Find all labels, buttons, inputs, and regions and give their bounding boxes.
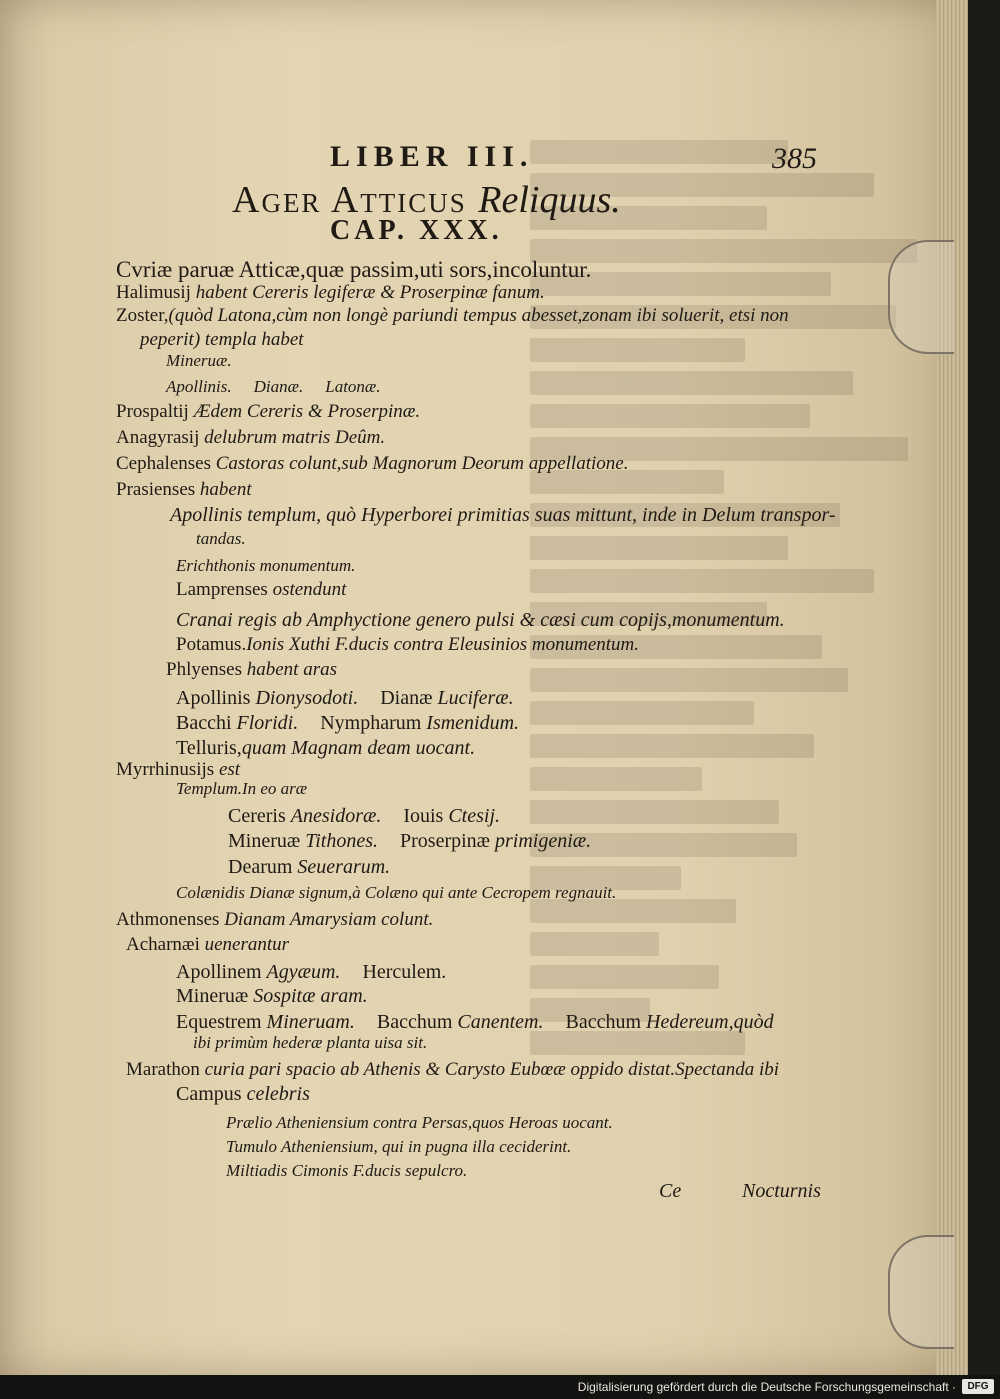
title-italic: Reliquus. xyxy=(478,179,621,221)
italic-text: Floridi. xyxy=(236,712,299,734)
text-line xyxy=(116,760,240,779)
italic-text: Colænidis Dianæ signum,à Colæno qui ante Cecropem regnauit. xyxy=(176,883,617,902)
italic-text: curia pari spacio ab Athenis & Carysto Eubœæ oppido distat.Spectanda ibi xyxy=(204,1059,780,1080)
roman-text: Mineruæ xyxy=(228,830,306,852)
italic-text: (quòd Latona,cùm non longè pariundi tempus abesset,zonam ibi soluerit, etsi non xyxy=(168,305,789,326)
italic-text: Agyæum. xyxy=(266,961,341,983)
text-line xyxy=(176,884,616,901)
italic-text: habent aras xyxy=(246,659,337,680)
text-line xyxy=(116,454,628,473)
roman-text: Herculem. xyxy=(362,961,447,983)
text-line xyxy=(176,1012,774,1032)
italic-text: ibi primùm hederæ planta uisa sit. xyxy=(193,1033,428,1052)
italic-text: Hedereum,quòd xyxy=(646,1011,774,1033)
catchword: Nocturnis xyxy=(742,1180,821,1202)
italic-text: In eo aræ xyxy=(241,779,308,798)
title-main: Ager Atticus xyxy=(232,179,467,221)
italic-text: Tumulo Atheniensium, qui in pugna illa ceciderint. xyxy=(226,1137,572,1156)
text-line xyxy=(166,378,381,395)
text-line xyxy=(176,688,514,708)
italic-text: Sospitæ aram. xyxy=(253,985,368,1007)
text-line xyxy=(176,986,368,1006)
italic-text: Tithones. xyxy=(305,830,379,852)
italic-text: Mineruam. xyxy=(266,1011,355,1033)
italic-text: habent Cereris legiferæ & Proserpinæ fanum. xyxy=(195,282,545,303)
page-number: 385 xyxy=(772,142,817,175)
text-line xyxy=(166,660,337,679)
italic-text: Canentem. xyxy=(457,1011,544,1033)
roman-text: Potamus. xyxy=(176,634,247,655)
roman-text: Iouis xyxy=(403,805,449,827)
roman-text: Dearum xyxy=(228,856,298,878)
roman-text: Apollinis xyxy=(176,687,256,709)
footer-text: Digitalisierung gefördert durch die Deutsche Forschungsgemeinschaft · xyxy=(577,1380,956,1394)
text-line xyxy=(226,1138,571,1155)
text-line xyxy=(176,1084,310,1104)
roman-text: Telluris, xyxy=(176,737,242,759)
italic-text: Dionysodoti. xyxy=(255,687,359,709)
text-line xyxy=(228,806,500,826)
roman-text: Myrrhinusijs xyxy=(116,759,219,780)
text-line xyxy=(193,1034,427,1051)
italic-text: Castoras colunt,sub Magnorum Deorum appellatione. xyxy=(215,453,629,474)
roman-text: Campus xyxy=(176,1083,247,1105)
roman-text: Lamprenses xyxy=(176,579,273,600)
text-line xyxy=(116,910,433,929)
italic-text: Latonæ. xyxy=(325,377,381,396)
italic-text: Ismenidum. xyxy=(426,712,520,734)
text-line xyxy=(176,738,475,758)
roman-text: Cvriæ paruæ Atticæ,quæ passim,uti sors,incoluntur. xyxy=(116,257,592,282)
roman-text: Anagyrasij xyxy=(116,427,205,448)
text-line xyxy=(176,713,519,733)
text-line xyxy=(176,635,639,654)
text-line xyxy=(116,306,789,325)
roman-text: Equestrem xyxy=(176,1011,267,1033)
roman-text: Zoster, xyxy=(116,305,169,326)
roman-text: Halimusij xyxy=(116,282,196,303)
roman-text: Bacchi xyxy=(176,712,237,734)
text-line xyxy=(176,580,346,599)
italic-text: Seuerarum. xyxy=(297,856,391,878)
chapter-heading: CAP. XXX. xyxy=(330,215,503,246)
roman-text: Cereris xyxy=(228,805,291,827)
italic-text: Ctesij. xyxy=(448,805,500,827)
text-line xyxy=(116,480,252,499)
footer-bar xyxy=(0,1375,1000,1399)
text-line xyxy=(116,258,591,281)
text-line xyxy=(116,283,545,302)
text-line xyxy=(176,780,307,797)
italic-text: celebris xyxy=(246,1083,310,1105)
italic-text: Templum. xyxy=(176,779,242,798)
italic-text: Ædem Cereris & Proserpinæ. xyxy=(193,401,421,422)
italic-text: Anesidoræ. xyxy=(290,805,382,827)
roman-text: Mineruæ xyxy=(176,985,254,1007)
roman-text: Phlyenses xyxy=(166,659,247,680)
roman-text: Prospaltij xyxy=(116,401,194,422)
roman-text: Proserpinæ xyxy=(400,830,496,852)
roman-text: Bacchum xyxy=(376,1011,458,1033)
signature-mark: Ce xyxy=(659,1180,682,1202)
italic-text: delubrum matris Deûm. xyxy=(204,427,386,448)
italic-text: Mineruæ. xyxy=(166,351,232,370)
italic-text: quam Magnam deam uocant. xyxy=(241,737,476,759)
text-line xyxy=(166,352,232,369)
roman-text: Prasienses xyxy=(116,479,200,500)
roman-text: Cephalenses xyxy=(116,453,216,474)
roman-text: Apollinem xyxy=(176,961,267,983)
roman-text: Nympharum xyxy=(320,712,427,734)
text-line xyxy=(176,962,446,982)
text-line xyxy=(140,330,304,349)
text-line xyxy=(176,610,785,630)
roman-text: Marathon xyxy=(126,1059,205,1080)
text-line xyxy=(126,935,289,954)
text-line xyxy=(228,857,390,877)
text-line xyxy=(196,530,246,547)
dfg-logo: DFG xyxy=(962,1379,994,1394)
italic-text: ostendunt xyxy=(272,579,347,600)
italic-text: Cranai regis ab Amphyctione genero pulsi & cæsi cum copijs,monumentum. xyxy=(176,609,785,631)
running-header: LIBER III. xyxy=(330,140,534,173)
italic-text: uenerantur xyxy=(204,934,290,955)
italic-text: Luciferæ. xyxy=(437,687,514,709)
text-line xyxy=(116,402,420,421)
italic-text: primigeniæ. xyxy=(495,830,592,852)
text-line xyxy=(170,505,836,525)
text-line xyxy=(226,1162,467,1179)
italic-text: Prælio Atheniensium contra Persas,quos Heroas uocant. xyxy=(226,1113,613,1132)
italic-text: tandas. xyxy=(196,529,246,548)
italic-text: Dianæ. xyxy=(253,377,304,396)
text-line xyxy=(228,831,591,851)
italic-text: Erichthonis monumentum. xyxy=(176,556,356,575)
text-line xyxy=(226,1114,613,1131)
roman-text: Acharnæi xyxy=(126,934,205,955)
italic-text: Dianam Amarysiam colunt. xyxy=(224,909,434,930)
text-line xyxy=(126,1060,779,1079)
roman-text: Athmonenses xyxy=(116,909,225,930)
italic-text: Miltiadis Cimonis F.ducis sepulcro. xyxy=(226,1161,468,1180)
italic-text: peperit) templa habet xyxy=(140,329,304,350)
roman-text: Bacchum xyxy=(565,1011,647,1033)
italic-text: Apollinis. xyxy=(166,377,232,396)
italic-text: Ionis Xuthi F.ducis contra Eleusinios monumentum. xyxy=(246,634,640,655)
italic-text: Apollinis templum, quò Hyperborei primitias suas mittunt, inde in Delum transpor- xyxy=(170,504,836,526)
italic-text: habent xyxy=(199,479,252,500)
text-line xyxy=(176,557,355,574)
text-line xyxy=(116,428,385,447)
roman-text: Dianæ xyxy=(380,687,438,709)
italic-text: est xyxy=(218,759,241,780)
